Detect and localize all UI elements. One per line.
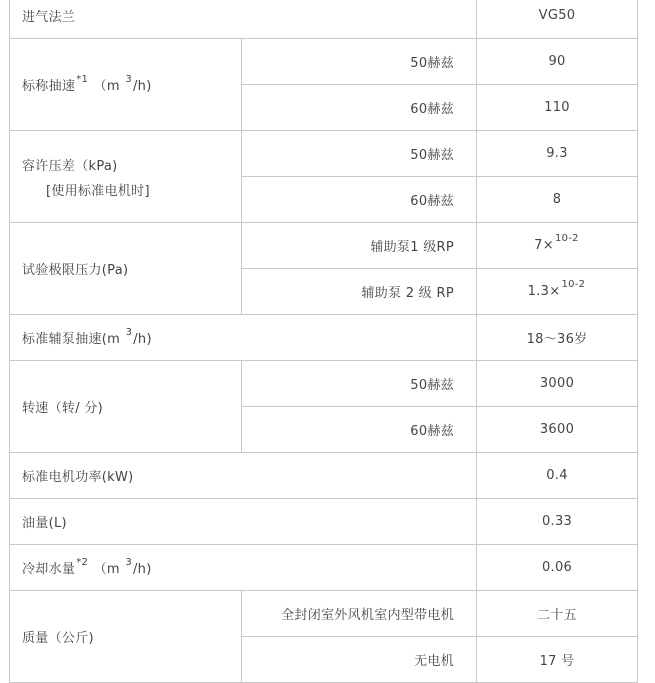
cooling-unit-pre: （m bbox=[93, 562, 120, 577]
ultimate-1-mantissa: 7× bbox=[534, 238, 554, 253]
value-oil: 0.33 bbox=[477, 499, 638, 545]
ultimate-2-mantissa: 1.3× bbox=[527, 284, 561, 299]
spec-table bbox=[9, 0, 638, 683]
value-speed-60: 110 bbox=[477, 85, 638, 131]
speed-label: 标称抽速 bbox=[22, 79, 76, 94]
sub-label-speed-50: 50赫兹 bbox=[242, 39, 477, 85]
pressure-label: 容许压差（kPa) bbox=[22, 158, 118, 174]
cooling-unit-post: /h) bbox=[132, 562, 152, 577]
value-ultimate-2 bbox=[477, 269, 638, 315]
value-power: 0.4 bbox=[477, 453, 638, 499]
value-flange: VG50 bbox=[477, 0, 638, 39]
table-row bbox=[10, 499, 638, 545]
table-row bbox=[10, 0, 638, 39]
speed-footnote-mark: *1 bbox=[76, 74, 89, 85]
row-label-ultimate: 试验极限压力(Pa) bbox=[10, 223, 242, 315]
backing-unit-post: /h) bbox=[133, 332, 152, 347]
sub-label-rotation-50: 50赫兹 bbox=[242, 361, 477, 407]
value-ultimate-1 bbox=[477, 223, 638, 269]
pressure-note: [使用标准电机时] bbox=[46, 183, 150, 199]
value-mass-motor: 二十五 bbox=[477, 591, 638, 637]
row-label-pressure bbox=[10, 131, 242, 223]
value-rotation-60: 3600 bbox=[477, 407, 638, 453]
speed-unit-exponent: 3 bbox=[125, 74, 132, 85]
backing-label: 标准辅泵抽速(m bbox=[22, 332, 121, 347]
row-label-oil: 油量(L) bbox=[10, 499, 477, 545]
cooling-footnote-mark: *2 bbox=[76, 557, 89, 568]
table-row bbox=[10, 223, 638, 269]
value-speed-50: 90 bbox=[477, 39, 638, 85]
sub-label-mass-no-motor: 无电机 bbox=[242, 637, 477, 683]
cooling-label: 冷却水量 bbox=[22, 562, 76, 577]
value-pressure-50: 9.3 bbox=[477, 131, 638, 177]
table-row bbox=[10, 39, 638, 85]
table-row bbox=[10, 545, 638, 591]
sub-label-ultimate-1: 辅助泵1 级RP bbox=[242, 223, 477, 269]
table-row bbox=[10, 591, 638, 637]
value-pressure-60: 8 bbox=[477, 177, 638, 223]
sub-label-ultimate-2: 辅助泵 2 级 RP bbox=[242, 269, 477, 315]
value-rotation-50: 3000 bbox=[477, 361, 638, 407]
row-label-backing bbox=[10, 315, 477, 361]
row-label-cooling bbox=[10, 545, 477, 591]
cooling-unit-exponent: 3 bbox=[125, 557, 132, 568]
sub-label-mass-motor: 全封闭室外风机室内型带电机 bbox=[242, 591, 477, 637]
backing-unit-exponent: 3 bbox=[125, 327, 133, 338]
value-mass-no-motor: 17 号 bbox=[477, 637, 638, 683]
speed-unit-pre: （m bbox=[93, 79, 120, 94]
row-label-power: 标准电机功率(kW) bbox=[10, 453, 477, 499]
row-label-speed bbox=[10, 39, 242, 131]
value-backing: 18～36岁 bbox=[477, 315, 638, 361]
sub-label-speed-60: 60赫兹 bbox=[242, 85, 477, 131]
value-cooling: 0.06 bbox=[477, 545, 638, 591]
table-row bbox=[10, 131, 638, 177]
speed-unit-post: /h) bbox=[132, 79, 152, 94]
row-label-rotation: 转速（转/ 分) bbox=[10, 361, 242, 453]
ultimate-2-exponent: 10-2 bbox=[561, 279, 586, 290]
sub-label-pressure-60: 60赫兹 bbox=[242, 177, 477, 223]
row-label-mass: 质量（公斤) bbox=[10, 591, 242, 683]
ultimate-1-exponent: 10-2 bbox=[554, 233, 579, 244]
table-row bbox=[10, 361, 638, 407]
row-label-flange: 进气法兰 bbox=[10, 0, 477, 39]
sub-label-rotation-60: 60赫兹 bbox=[242, 407, 477, 453]
table-row bbox=[10, 315, 638, 361]
sub-label-pressure-50: 50赫兹 bbox=[242, 131, 477, 177]
table-row bbox=[10, 453, 638, 499]
